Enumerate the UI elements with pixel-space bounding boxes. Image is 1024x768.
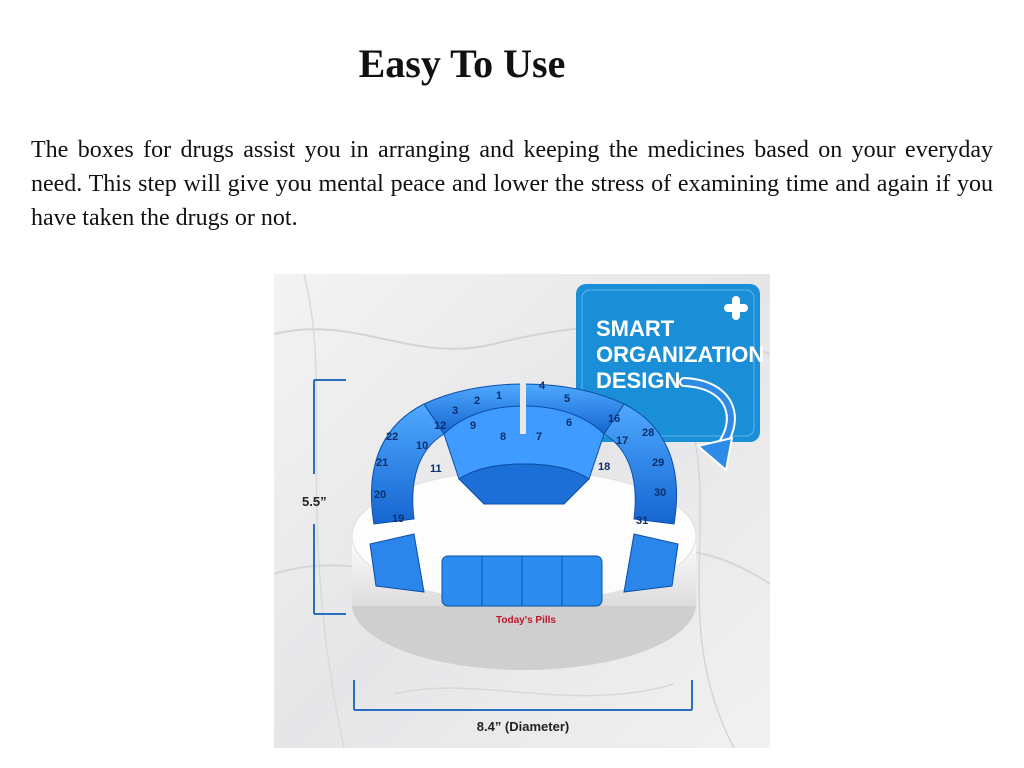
compartment-number: 7 — [536, 431, 543, 443]
compartment-number: 29 — [652, 457, 665, 469]
compartment-number: 2 — [474, 395, 481, 407]
badge-line-3: DESIGN — [596, 368, 681, 393]
compartment-number: 12 — [434, 420, 447, 432]
compartment-number: 10 — [416, 440, 429, 452]
compartment-number: 20 — [374, 489, 387, 501]
todays-pills-label: Today's Pills — [496, 615, 556, 626]
badge-line-2: ORGANIZATION — [596, 342, 765, 367]
compartment-number: 28 — [642, 427, 655, 439]
compartment-number: 9 — [470, 420, 477, 432]
compartment-number: 5 — [564, 393, 571, 405]
body-paragraph: The boxes for drugs assist you in arranging and keeping the medicines based on your everyday need. This step will give you mental peace and lower the stress of examining time and again if you have taken the drugs or not. — [31, 137, 993, 231]
compartment-number: 30 — [654, 487, 667, 499]
compartment-number: 1 — [496, 390, 503, 402]
badge-line-1: SMART — [596, 316, 675, 341]
compartment-number: 18 — [598, 461, 611, 473]
compartment-number: 21 — [376, 457, 389, 469]
todays-pills-tray — [442, 556, 602, 606]
compartment-number: 6 — [566, 417, 573, 429]
compartment-number: 11 — [430, 463, 442, 475]
compartment-number: 16 — [608, 413, 621, 425]
compartment-number: 17 — [616, 435, 629, 447]
compartment-number: 19 — [392, 513, 405, 525]
diameter-label: 8.4” (Diameter) — [476, 719, 570, 734]
compartment-number: 4 — [539, 380, 546, 392]
compartment-number: 8 — [500, 431, 507, 443]
height-label: 5.5” — [302, 494, 327, 509]
compartment-number: 31 — [636, 515, 649, 527]
product-photo — [274, 274, 770, 748]
slide-title: Easy To Use — [358, 41, 566, 86]
compartment-number: 22 — [386, 431, 399, 443]
compartment-number: 3 — [452, 405, 459, 417]
